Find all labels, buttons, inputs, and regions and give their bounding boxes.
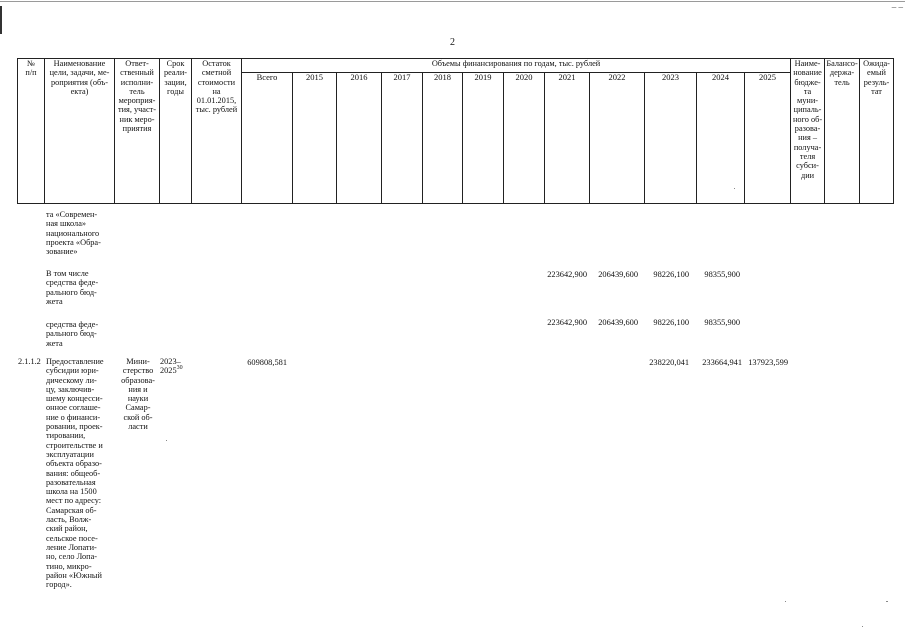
col-header-num: № п/п [18, 59, 45, 204]
row-subsidy-name: Предоставление субсидии юри- дическому ли- цу, заключив- шему концесси- онное соглаше- ние о финанси- ровании, проек- тировании, строительстве и эксплуатации объекта образо- вания: общеоб- разовательная школа на 1500 мест по адресу: Самарская об- ласть, Волж- ский район, сельское посе- ление Лопати- но, село Лопа- тино, микро- район «Южный город». [46, 357, 104, 590]
cell-2023: 98226,100 [653, 270, 689, 279]
page-number: 2 [450, 37, 455, 48]
scan-speck [734, 188, 735, 189]
col-header-year: 2017 [382, 73, 423, 204]
row-federal-name: средства феде- рального бюд- жета [46, 320, 99, 348]
scan-speck [886, 601, 888, 602]
col-header-result: Ожида- емый резуль- тат [860, 59, 894, 204]
scan-corner-mark: – – [891, 2, 903, 12]
cell-2024: 98355,900 [704, 318, 740, 327]
col-header-year: 2021 [545, 73, 590, 204]
cell-total: 609808,581 [247, 358, 287, 367]
col-header-executor: Ответ- ственный исполни- тель мероприя- тия, участ- ник меро- приятия [115, 59, 160, 204]
col-header-total: Всего [242, 73, 293, 204]
col-header-year: 2015 [293, 73, 337, 204]
col-header-year: 2018 [423, 73, 463, 204]
col-header-name: Наименование цели, задачи, ме- роприятия (объ- екта) [45, 59, 115, 204]
row-number: 2.1.1.2 [18, 357, 41, 366]
row-period [160, 357, 194, 376]
scan-edge-mark [0, 6, 2, 34]
cell-2023: 98226,100 [653, 318, 689, 327]
col-header-funding-group: Объемы финансирования по годам, тыс. рублей [242, 59, 791, 73]
col-header-year: 2022 [590, 73, 645, 204]
col-header-year: 2024 [697, 73, 745, 204]
page-top-border [0, 1, 905, 2]
row-period-value: 2023– 2025 [160, 357, 181, 376]
cell-2024: 233664,941 [702, 358, 742, 367]
scan-speck [862, 626, 863, 627]
col-header-year: 2019 [463, 73, 504, 204]
cell-2021: 223642,900 [547, 318, 587, 327]
cell-2024: 98355,900 [704, 270, 740, 279]
col-header-year: 2023 [645, 73, 697, 204]
col-header-recipient: Наиме- нование бюдже- та муни- ципаль- ного об- разова- ния – получа- теля субси- дии [791, 59, 825, 204]
period-footnote: 30 [176, 365, 183, 372]
funding-table-header [17, 58, 894, 204]
col-header-period: Срок реали- зации, годы [160, 59, 192, 204]
col-header-year: 2016 [337, 73, 382, 204]
cell-2021: 223642,900 [547, 270, 587, 279]
row-executor: Мини- стерство образова- ния и науки Самар- ской об- ласти [121, 357, 155, 432]
scan-speck [166, 440, 167, 441]
cell-2022: 206439,600 [598, 270, 638, 279]
col-header-holder: Балансо- держа- тель [825, 59, 860, 204]
scan-speck [785, 601, 786, 602]
col-header-remaining: Остаток сметной стоимости на 01.01.2015, тыс. рублей [192, 59, 242, 204]
row-federal-incl-name: В том числе средства феде- рального бюд- жета [46, 269, 99, 306]
col-header-year: 2025 [745, 73, 791, 204]
cell-2025: 137923,599 [748, 358, 788, 367]
cell-2022: 206439,600 [598, 318, 638, 327]
cell-2023: 238220,041 [649, 358, 689, 367]
row-continuation-name: та «Современ- ная школа» национального проекта «Обра- зование» [46, 210, 101, 257]
col-header-year: 2020 [504, 73, 545, 204]
